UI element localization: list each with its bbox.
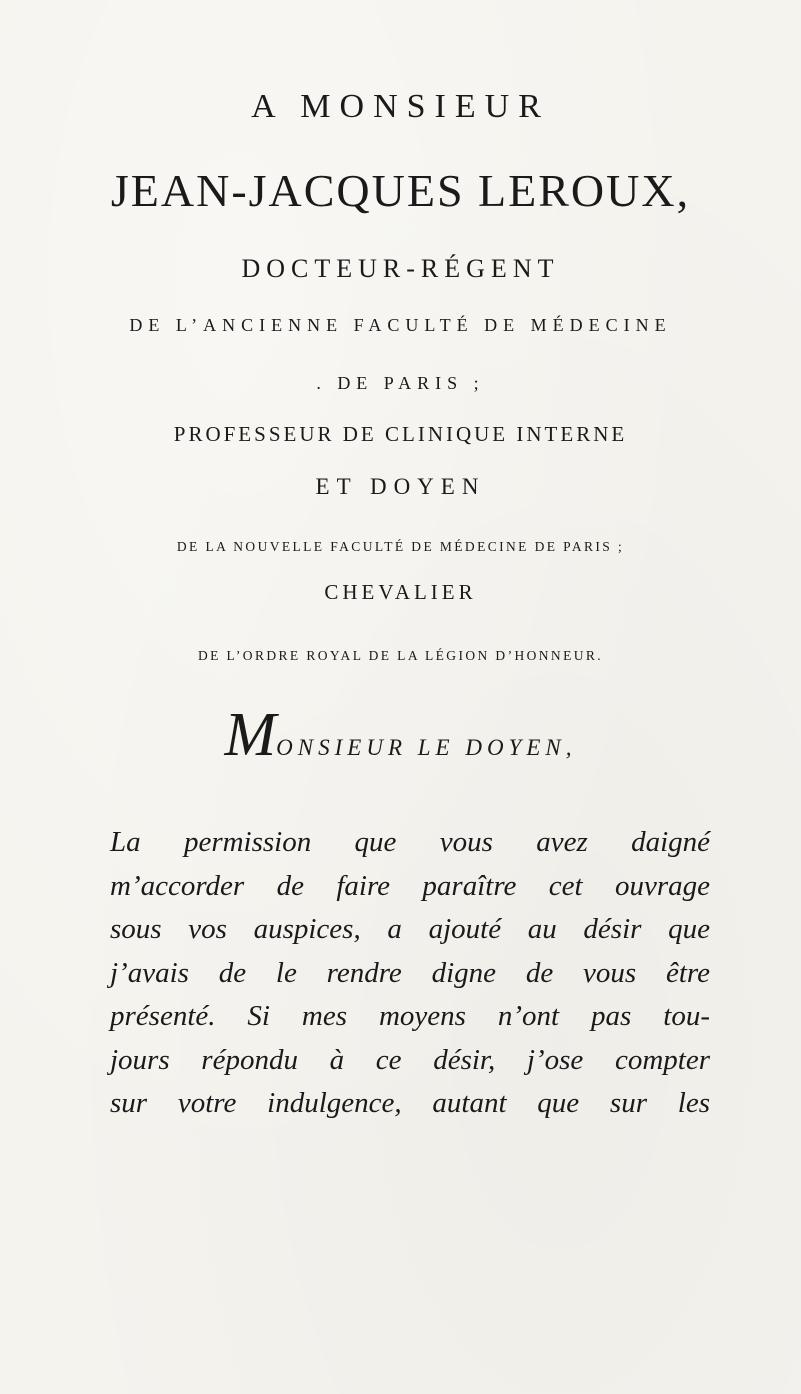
- dedication-heading: A MONSIEUR: [251, 88, 550, 125]
- dedicatee-name: JEAN-JACQUES LEROUX,: [110, 165, 691, 216]
- salutation-rest: ONSIEUR LE DOYEN,: [276, 735, 577, 760]
- body-line: sous vos auspices, a ajouté au désir que: [110, 913, 710, 945]
- salutation: [0, 701, 801, 769]
- title-professeur: PROFESSEUR DE CLINIQUE INTERNE: [173, 422, 628, 446]
- salutation-initial: M: [224, 701, 277, 769]
- body-line: jours répondu à ce désir, j’ose compter: [110, 1043, 710, 1076]
- body-line: présenté. Si mes moyens n’ont pas tou-: [110, 1000, 710, 1032]
- title-et-doyen: ET DOYEN: [315, 474, 486, 499]
- title-de-paris: . DE PARIS ;: [316, 373, 485, 393]
- title-nouvelle-faculte: DE LA NOUVELLE FACULTÉ DE MÉDECINE DE PARIS ;: [176, 539, 625, 554]
- title-docteur-regent: DOCTEUR-RÉGENT: [241, 254, 560, 283]
- title-chevalier: CHEVALIER: [324, 580, 477, 604]
- body-line: j’avais de le rendre digne de vous être: [110, 956, 710, 989]
- title-ancienne-faculte: DE L’ANCIENNE FACULTÉ DE MÉDECINE: [129, 315, 672, 335]
- body-line: La permission que vous avez daigné: [110, 826, 710, 858]
- body-paragraph: [110, 821, 710, 1126]
- body-line: m’accorder de faire paraître cet ouvrage: [110, 869, 710, 902]
- title-legion-honneur: DE L’ORDRE ROYAL DE LA LÉGION D’HONNEUR.: [197, 648, 604, 663]
- body-line: sur votre indulgence, autant que sur les: [110, 1087, 710, 1119]
